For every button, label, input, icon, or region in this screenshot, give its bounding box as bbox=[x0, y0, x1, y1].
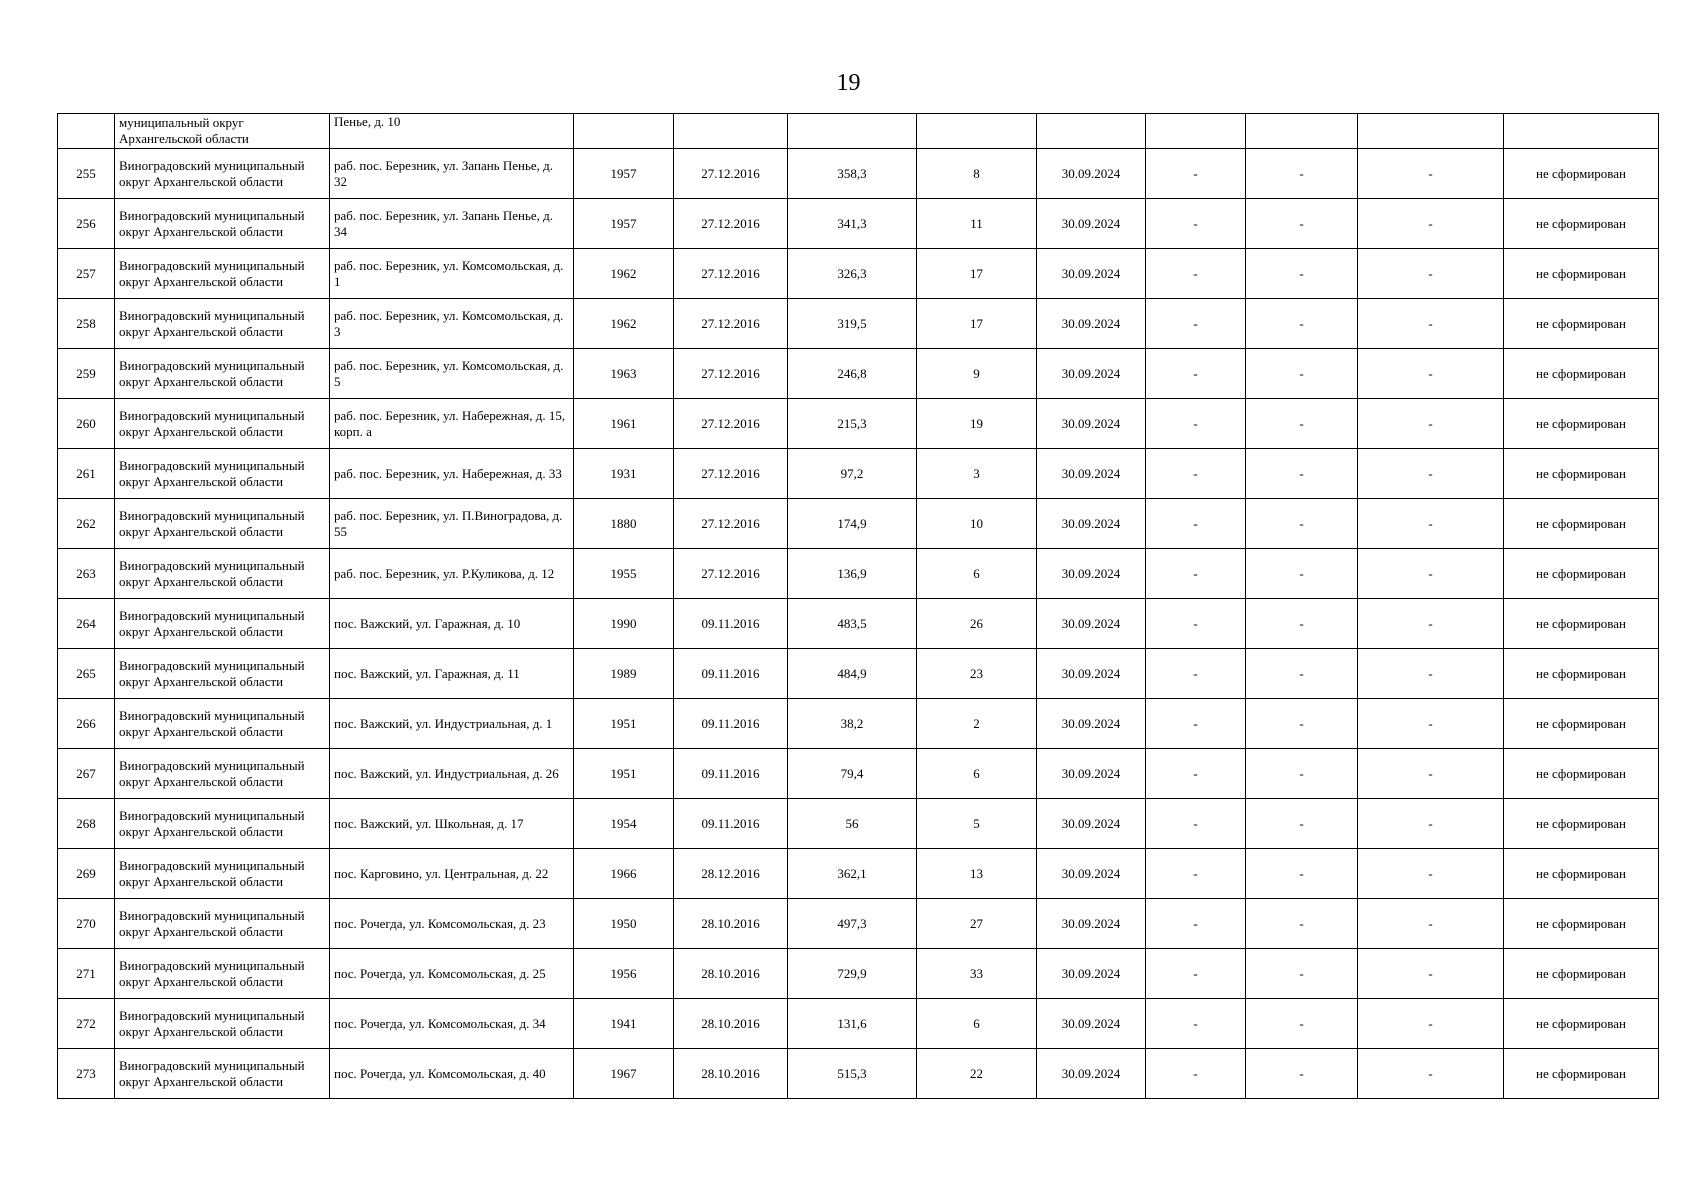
cell-col9: - bbox=[1146, 499, 1246, 549]
cell-area: 729,9 bbox=[788, 949, 917, 999]
cell-date: 28.10.2016 bbox=[674, 1049, 788, 1099]
cell-address: пос. Важский, ул. Школьная, д. 17 bbox=[330, 799, 574, 849]
cell-col9: - bbox=[1146, 149, 1246, 199]
cell-col10: - bbox=[1246, 699, 1358, 749]
cell-address: раб. пос. Березник, ул. Комсомольская, д. 1 bbox=[330, 249, 574, 299]
cell-year: 1951 bbox=[574, 699, 674, 749]
cell-residents: 26 bbox=[917, 599, 1037, 649]
cell-year: 1962 bbox=[574, 249, 674, 299]
cell-number: 266 bbox=[58, 699, 115, 749]
cell-address: раб. пос. Березник, ул. Комсомольская, д. 3 bbox=[330, 299, 574, 349]
table-row bbox=[58, 549, 1659, 599]
table-row bbox=[58, 199, 1659, 249]
cell-year: 1957 bbox=[574, 199, 674, 249]
cell-date: 09.11.2016 bbox=[674, 799, 788, 849]
cell-deadline: 30.09.2024 bbox=[1037, 399, 1146, 449]
cell-municipality: Виноградовский муниципальный округ Архангельской области bbox=[115, 949, 330, 999]
cell-number: 259 bbox=[58, 349, 115, 399]
cell-col11: - bbox=[1358, 499, 1504, 549]
table-row bbox=[58, 849, 1659, 899]
cell-year: 1955 bbox=[574, 549, 674, 599]
cell-municipality: Виноградовский муниципальный округ Архангельской области bbox=[115, 149, 330, 199]
cell-deadline bbox=[1037, 114, 1146, 149]
cell-number: 265 bbox=[58, 649, 115, 699]
cell-residents: 27 bbox=[917, 899, 1037, 949]
cell-status: не сформирован bbox=[1504, 199, 1659, 249]
cell-col9: - bbox=[1146, 249, 1246, 299]
cell-col10: - bbox=[1246, 649, 1358, 699]
cell-col11: - bbox=[1358, 149, 1504, 199]
cell-municipality: Виноградовский муниципальный округ Архангельской области bbox=[115, 399, 330, 449]
cell-municipality: Виноградовский муниципальный округ Архангельской области bbox=[115, 699, 330, 749]
cell-date: 28.10.2016 bbox=[674, 899, 788, 949]
cell-col11 bbox=[1358, 114, 1504, 149]
cell-year: 1957 bbox=[574, 149, 674, 199]
cell-residents: 6 bbox=[917, 549, 1037, 599]
cell-number: 267 bbox=[58, 749, 115, 799]
cell-col9: - bbox=[1146, 399, 1246, 449]
cell-municipality: Виноградовский муниципальный округ Архангельской области bbox=[115, 299, 330, 349]
cell-col9: - bbox=[1146, 299, 1246, 349]
cell-residents: 17 bbox=[917, 249, 1037, 299]
cell-date: 27.12.2016 bbox=[674, 249, 788, 299]
cell-year: 1941 bbox=[574, 999, 674, 1049]
cell-col9: - bbox=[1146, 999, 1246, 1049]
cell-status: не сформирован bbox=[1504, 649, 1659, 699]
cell-col11: - bbox=[1358, 799, 1504, 849]
cell-year bbox=[574, 114, 674, 149]
cell-col10: - bbox=[1246, 949, 1358, 999]
table-row bbox=[58, 749, 1659, 799]
cell-status bbox=[1504, 114, 1659, 149]
cell-municipality: Виноградовский муниципальный округ Архангельской области bbox=[115, 849, 330, 899]
cell-address: пос. Рочегда, ул. Комсомольская, д. 34 bbox=[330, 999, 574, 1049]
cell-municipality: Виноградовский муниципальный округ Архангельской области bbox=[115, 549, 330, 599]
cell-address: пос. Важский, ул. Гаражная, д. 10 bbox=[330, 599, 574, 649]
cell-number: 261 bbox=[58, 449, 115, 499]
table-row bbox=[58, 799, 1659, 849]
housing-registry-table bbox=[57, 113, 1659, 1099]
cell-area: 358,3 bbox=[788, 149, 917, 199]
cell-residents bbox=[917, 114, 1037, 149]
cell-col9: - bbox=[1146, 899, 1246, 949]
cell-area bbox=[788, 114, 917, 149]
cell-col11: - bbox=[1358, 399, 1504, 449]
cell-municipality: Виноградовский муниципальный округ Архангельской области bbox=[115, 449, 330, 499]
table-row-continuation bbox=[58, 114, 1659, 149]
cell-status: не сформирован bbox=[1504, 299, 1659, 349]
cell-number bbox=[58, 114, 115, 149]
cell-col10: - bbox=[1246, 999, 1358, 1049]
cell-date bbox=[674, 114, 788, 149]
cell-year: 1950 bbox=[574, 899, 674, 949]
cell-area: 56 bbox=[788, 799, 917, 849]
cell-deadline: 30.09.2024 bbox=[1037, 149, 1146, 199]
cell-col9: - bbox=[1146, 349, 1246, 399]
cell-col11: - bbox=[1358, 749, 1504, 799]
cell-number: 268 bbox=[58, 799, 115, 849]
cell-col10: - bbox=[1246, 449, 1358, 499]
cell-year: 1990 bbox=[574, 599, 674, 649]
cell-area: 246,8 bbox=[788, 349, 917, 399]
cell-address: пос. Важский, ул. Гаражная, д. 11 bbox=[330, 649, 574, 699]
cell-col11: - bbox=[1358, 649, 1504, 699]
cell-address: пос. Рочегда, ул. Комсомольская, д. 23 bbox=[330, 899, 574, 949]
cell-address: раб. пос. Березник, ул. П.Виноградова, д. 55 bbox=[330, 499, 574, 549]
cell-deadline: 30.09.2024 bbox=[1037, 699, 1146, 749]
cell-number: 255 bbox=[58, 149, 115, 199]
cell-deadline: 30.09.2024 bbox=[1037, 1049, 1146, 1099]
cell-address: раб. пос. Березник, ул. Набережная, д. 15, корп. а bbox=[330, 399, 574, 449]
cell-status: не сформирован bbox=[1504, 799, 1659, 849]
cell-number: 272 bbox=[58, 999, 115, 1049]
cell-deadline: 30.09.2024 bbox=[1037, 649, 1146, 699]
cell-col10: - bbox=[1246, 349, 1358, 399]
cell-municipality: Виноградовский муниципальный округ Архангельской области bbox=[115, 349, 330, 399]
cell-area: 79,4 bbox=[788, 749, 917, 799]
cell-status: не сформирован bbox=[1504, 849, 1659, 899]
cell-year: 1962 bbox=[574, 299, 674, 349]
cell-residents: 2 bbox=[917, 699, 1037, 749]
cell-number: 273 bbox=[58, 1049, 115, 1099]
cell-municipality: Виноградовский муниципальный округ Архангельской области bbox=[115, 1049, 330, 1099]
cell-area: 326,3 bbox=[788, 249, 917, 299]
cell-address: пос. Рочегда, ул. Комсомольская, д. 25 bbox=[330, 949, 574, 999]
cell-area: 131,6 bbox=[788, 999, 917, 1049]
cell-col10: - bbox=[1246, 199, 1358, 249]
cell-col11: - bbox=[1358, 599, 1504, 649]
cell-col10: - bbox=[1246, 399, 1358, 449]
cell-deadline: 30.09.2024 bbox=[1037, 349, 1146, 399]
cell-col9: - bbox=[1146, 549, 1246, 599]
cell-year: 1956 bbox=[574, 949, 674, 999]
cell-status: не сформирован bbox=[1504, 449, 1659, 499]
cell-col11: - bbox=[1358, 449, 1504, 499]
cell-status: не сформирован bbox=[1504, 899, 1659, 949]
cell-address: пос. Важский, ул. Индустриальная, д. 26 bbox=[330, 749, 574, 799]
cell-residents: 9 bbox=[917, 349, 1037, 399]
cell-residents: 11 bbox=[917, 199, 1037, 249]
cell-deadline: 30.09.2024 bbox=[1037, 899, 1146, 949]
cell-year: 1966 bbox=[574, 849, 674, 899]
table-row bbox=[58, 999, 1659, 1049]
cell-residents: 5 bbox=[917, 799, 1037, 849]
cell-date: 28.10.2016 bbox=[674, 999, 788, 1049]
cell-year: 1989 bbox=[574, 649, 674, 699]
cell-municipality: Виноградовский муниципальный округ Архангельской области bbox=[115, 499, 330, 549]
cell-col11: - bbox=[1358, 899, 1504, 949]
cell-number: 258 bbox=[58, 299, 115, 349]
cell-address: раб. пос. Березник, ул. Комсомольская, д. 5 bbox=[330, 349, 574, 399]
cell-status: не сформирован bbox=[1504, 149, 1659, 199]
cell-municipality: муниципальный округ Архангельской области bbox=[115, 114, 330, 149]
cell-status: не сформирован bbox=[1504, 599, 1659, 649]
cell-date: 09.11.2016 bbox=[674, 749, 788, 799]
cell-residents: 17 bbox=[917, 299, 1037, 349]
cell-col11: - bbox=[1358, 249, 1504, 299]
cell-deadline: 30.09.2024 bbox=[1037, 449, 1146, 499]
cell-col11: - bbox=[1358, 849, 1504, 899]
cell-col9: - bbox=[1146, 1049, 1246, 1099]
cell-area: 484,9 bbox=[788, 649, 917, 699]
cell-col9: - bbox=[1146, 699, 1246, 749]
cell-number: 269 bbox=[58, 849, 115, 899]
table-row bbox=[58, 699, 1659, 749]
cell-col11: - bbox=[1358, 699, 1504, 749]
cell-number: 263 bbox=[58, 549, 115, 599]
cell-date: 27.12.2016 bbox=[674, 149, 788, 199]
cell-address: раб. пос. Березник, ул. Р.Куликова, д. 12 bbox=[330, 549, 574, 599]
cell-date: 27.12.2016 bbox=[674, 449, 788, 499]
cell-residents: 6 bbox=[917, 749, 1037, 799]
cell-municipality: Виноградовский муниципальный округ Архангельской области bbox=[115, 649, 330, 699]
cell-area: 215,3 bbox=[788, 399, 917, 449]
cell-address: пос. Важский, ул. Индустриальная, д. 1 bbox=[330, 699, 574, 749]
cell-residents: 13 bbox=[917, 849, 1037, 899]
table-row bbox=[58, 249, 1659, 299]
cell-col9: - bbox=[1146, 449, 1246, 499]
cell-deadline: 30.09.2024 bbox=[1037, 299, 1146, 349]
cell-area: 362,1 bbox=[788, 849, 917, 899]
cell-col11: - bbox=[1358, 949, 1504, 999]
cell-area: 497,3 bbox=[788, 899, 917, 949]
cell-municipality: Виноградовский муниципальный округ Архангельской области bbox=[115, 749, 330, 799]
cell-col9: - bbox=[1146, 799, 1246, 849]
cell-deadline: 30.09.2024 bbox=[1037, 849, 1146, 899]
cell-municipality: Виноградовский муниципальный округ Архангельской области bbox=[115, 199, 330, 249]
cell-area: 136,9 bbox=[788, 549, 917, 599]
cell-deadline: 30.09.2024 bbox=[1037, 499, 1146, 549]
cell-status: не сформирован bbox=[1504, 549, 1659, 599]
table-row bbox=[58, 599, 1659, 649]
cell-year: 1967 bbox=[574, 1049, 674, 1099]
cell-status: не сформирован bbox=[1504, 499, 1659, 549]
cell-status: не сформирован bbox=[1504, 749, 1659, 799]
table-row bbox=[58, 899, 1659, 949]
cell-number: 264 bbox=[58, 599, 115, 649]
cell-status: не сформирован bbox=[1504, 249, 1659, 299]
cell-number: 257 bbox=[58, 249, 115, 299]
cell-municipality: Виноградовский муниципальный округ Архангельской области bbox=[115, 999, 330, 1049]
table-body bbox=[58, 114, 1659, 1099]
cell-year: 1880 bbox=[574, 499, 674, 549]
cell-col9 bbox=[1146, 114, 1246, 149]
cell-col10 bbox=[1246, 114, 1358, 149]
cell-status: не сформирован bbox=[1504, 949, 1659, 999]
cell-residents: 23 bbox=[917, 649, 1037, 699]
cell-col9: - bbox=[1146, 749, 1246, 799]
cell-date: 27.12.2016 bbox=[674, 399, 788, 449]
cell-col9: - bbox=[1146, 649, 1246, 699]
cell-residents: 6 bbox=[917, 999, 1037, 1049]
cell-deadline: 30.09.2024 bbox=[1037, 199, 1146, 249]
cell-deadline: 30.09.2024 bbox=[1037, 549, 1146, 599]
cell-year: 1954 bbox=[574, 799, 674, 849]
cell-date: 27.12.2016 bbox=[674, 349, 788, 399]
cell-col10: - bbox=[1246, 749, 1358, 799]
cell-date: 09.11.2016 bbox=[674, 649, 788, 699]
cell-col10: - bbox=[1246, 599, 1358, 649]
cell-address: Пенье, д. 10 bbox=[330, 114, 574, 149]
cell-year: 1931 bbox=[574, 449, 674, 499]
cell-status: не сформирован bbox=[1504, 399, 1659, 449]
cell-area: 319,5 bbox=[788, 299, 917, 349]
table-row bbox=[58, 349, 1659, 399]
cell-area: 174,9 bbox=[788, 499, 917, 549]
cell-col10: - bbox=[1246, 149, 1358, 199]
cell-year: 1961 bbox=[574, 399, 674, 449]
cell-date: 27.12.2016 bbox=[674, 549, 788, 599]
cell-date: 09.11.2016 bbox=[674, 699, 788, 749]
cell-number: 262 bbox=[58, 499, 115, 549]
cell-col10: - bbox=[1246, 899, 1358, 949]
table-row bbox=[58, 399, 1659, 449]
table-row bbox=[58, 649, 1659, 699]
cell-address: пос. Рочегда, ул. Комсомольская, д. 40 bbox=[330, 1049, 574, 1099]
cell-residents: 3 bbox=[917, 449, 1037, 499]
cell-number: 270 bbox=[58, 899, 115, 949]
cell-col11: - bbox=[1358, 999, 1504, 1049]
cell-municipality: Виноградовский муниципальный округ Архангельской области bbox=[115, 249, 330, 299]
cell-residents: 19 bbox=[917, 399, 1037, 449]
cell-col11: - bbox=[1358, 199, 1504, 249]
cell-residents: 10 bbox=[917, 499, 1037, 549]
cell-col9: - bbox=[1146, 949, 1246, 999]
table-row bbox=[58, 1049, 1659, 1099]
cell-year: 1951 bbox=[574, 749, 674, 799]
page-number: 19 bbox=[836, 70, 861, 96]
cell-deadline: 30.09.2024 bbox=[1037, 949, 1146, 999]
cell-col10: - bbox=[1246, 849, 1358, 899]
cell-number: 271 bbox=[58, 949, 115, 999]
cell-col9: - bbox=[1146, 599, 1246, 649]
cell-residents: 22 bbox=[917, 1049, 1037, 1099]
cell-col10: - bbox=[1246, 549, 1358, 599]
cell-col9: - bbox=[1146, 849, 1246, 899]
cell-municipality: Виноградовский муниципальный округ Архангельской области bbox=[115, 599, 330, 649]
cell-col11: - bbox=[1358, 299, 1504, 349]
cell-area: 97,2 bbox=[788, 449, 917, 499]
table-row bbox=[58, 449, 1659, 499]
table-row bbox=[58, 149, 1659, 199]
cell-col11: - bbox=[1358, 349, 1504, 399]
cell-col10: - bbox=[1246, 1049, 1358, 1099]
cell-municipality: Виноградовский муниципальный округ Архангельской области bbox=[115, 799, 330, 849]
cell-col9: - bbox=[1146, 199, 1246, 249]
cell-area: 38,2 bbox=[788, 699, 917, 749]
cell-number: 256 bbox=[58, 199, 115, 249]
cell-area: 515,3 bbox=[788, 1049, 917, 1099]
cell-address: раб. пос. Березник, ул. Запань Пенье, д. 34 bbox=[330, 199, 574, 249]
cell-col10: - bbox=[1246, 799, 1358, 849]
cell-col11: - bbox=[1358, 549, 1504, 599]
cell-address: раб. пос. Березник, ул. Запань Пенье, д. 32 bbox=[330, 149, 574, 199]
cell-status: не сформирован bbox=[1504, 699, 1659, 749]
cell-deadline: 30.09.2024 bbox=[1037, 799, 1146, 849]
table-row bbox=[58, 299, 1659, 349]
cell-address: пос. Карговино, ул. Центральная, д. 22 bbox=[330, 849, 574, 899]
cell-year: 1963 bbox=[574, 349, 674, 399]
cell-col10: - bbox=[1246, 299, 1358, 349]
cell-area: 341,3 bbox=[788, 199, 917, 249]
cell-deadline: 30.09.2024 bbox=[1037, 599, 1146, 649]
cell-residents: 33 bbox=[917, 949, 1037, 999]
cell-status: не сформирован bbox=[1504, 1049, 1659, 1099]
cell-status: не сформирован bbox=[1504, 999, 1659, 1049]
cell-number: 260 bbox=[58, 399, 115, 449]
cell-municipality: Виноградовский муниципальный округ Архангельской области bbox=[115, 899, 330, 949]
cell-col11: - bbox=[1358, 1049, 1504, 1099]
cell-residents: 8 bbox=[917, 149, 1037, 199]
cell-deadline: 30.09.2024 bbox=[1037, 249, 1146, 299]
cell-date: 27.12.2016 bbox=[674, 199, 788, 249]
cell-col10: - bbox=[1246, 499, 1358, 549]
table-row bbox=[58, 499, 1659, 549]
cell-area: 483,5 bbox=[788, 599, 917, 649]
cell-date: 27.12.2016 bbox=[674, 499, 788, 549]
table-row bbox=[58, 949, 1659, 999]
cell-date: 27.12.2016 bbox=[674, 299, 788, 349]
cell-date: 28.10.2016 bbox=[674, 949, 788, 999]
cell-date: 09.11.2016 bbox=[674, 599, 788, 649]
cell-deadline: 30.09.2024 bbox=[1037, 999, 1146, 1049]
cell-col10: - bbox=[1246, 249, 1358, 299]
cell-date: 28.12.2016 bbox=[674, 849, 788, 899]
cell-status: не сформирован bbox=[1504, 349, 1659, 399]
cell-deadline: 30.09.2024 bbox=[1037, 749, 1146, 799]
cell-address: раб. пос. Березник, ул. Набережная, д. 33 bbox=[330, 449, 574, 499]
